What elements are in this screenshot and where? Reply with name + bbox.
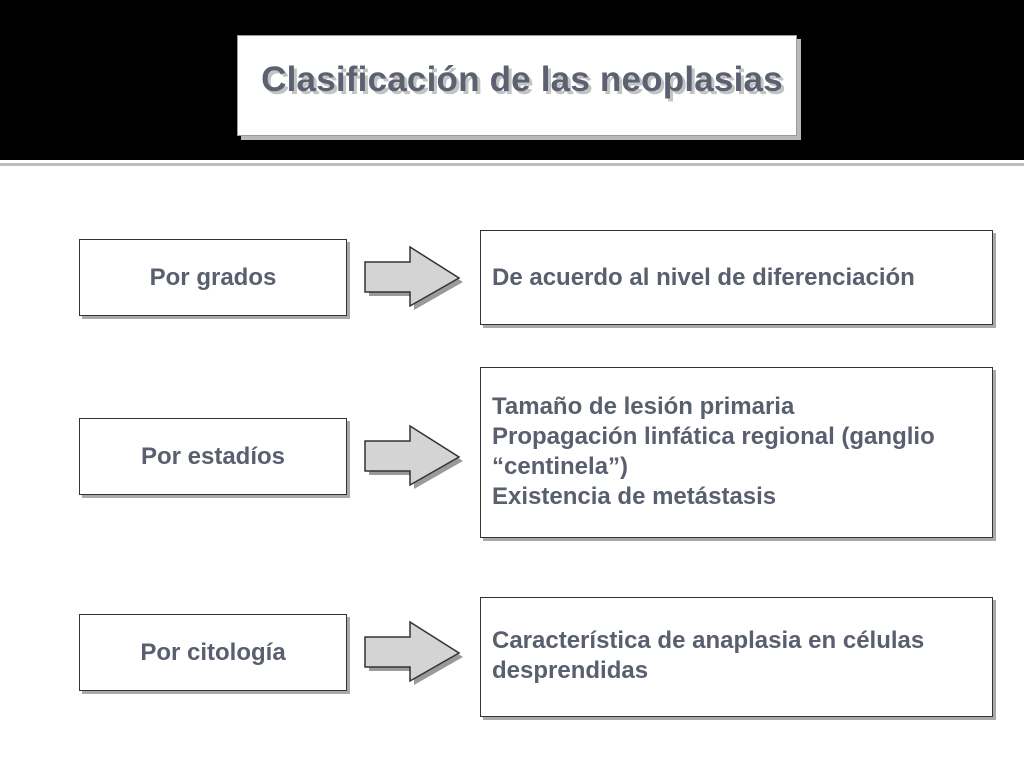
description-line: desprendidas <box>492 657 649 684</box>
header-divider <box>0 163 1024 166</box>
category-label: Por citología <box>140 638 286 666</box>
right-arrow-icon <box>362 619 468 685</box>
description-line: Característica de anaplasia en células <box>492 627 925 654</box>
description-text <box>492 392 935 512</box>
description-line: Tamaño de lesión primaria <box>492 393 795 420</box>
description-text <box>492 263 915 293</box>
slide-title: Clasificación de las neoplasias <box>261 60 783 99</box>
description-line: Existencia de metástasis <box>492 483 777 510</box>
description-text <box>492 626 924 686</box>
category-label: Por estadíos <box>140 442 286 470</box>
category-box-citologia <box>79 614 347 691</box>
right-arrow-icon <box>362 423 468 489</box>
description-line: “centinela”) <box>492 453 629 480</box>
category-label: Por grados <box>149 263 277 291</box>
description-line: De acuerdo al nivel de diferenciación <box>492 264 915 291</box>
right-arrow-icon <box>362 244 468 310</box>
description-line: Propagación linfática regional (ganglio <box>492 423 935 450</box>
category-box-estadios <box>79 418 347 495</box>
category-box-grados <box>79 239 347 316</box>
